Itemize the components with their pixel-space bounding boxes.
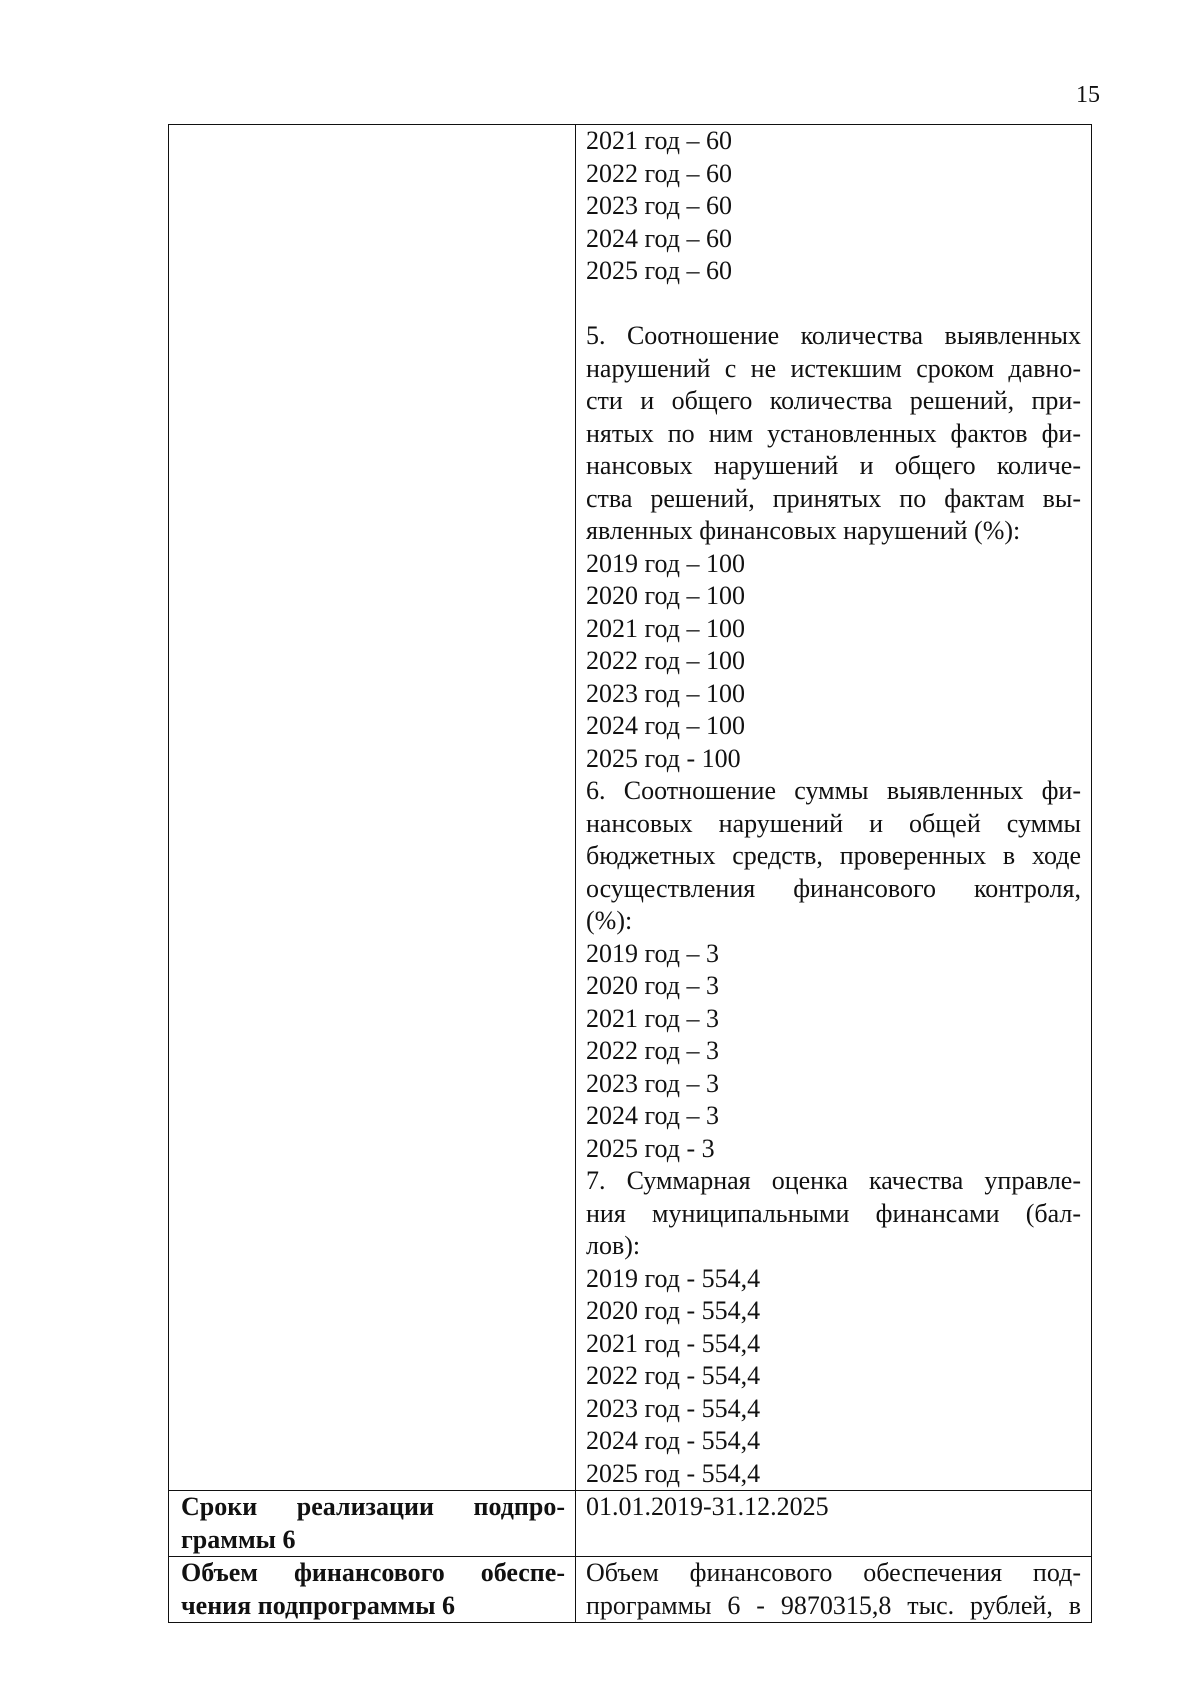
- year-value: 2023 год – 100: [586, 678, 745, 708]
- year-value: 2023 год – 3: [586, 1068, 719, 1098]
- funding-row: [169, 1557, 1092, 1623]
- year-value: 2020 год – 100: [586, 581, 745, 610]
- indicator-text-line: осуществления финансового контроля,: [586, 873, 1081, 903]
- funding-label-line: Объем финансового обеспе-: [181, 1558, 565, 1587]
- indicator-text-line: сти и общего количества решений, при-: [586, 386, 1081, 415]
- year-value: 2022 год – 3: [586, 1036, 719, 1065]
- indicator-text-line: нансовых нарушений и общей суммы: [586, 808, 1081, 838]
- year-value: 2020 год – 3: [586, 971, 719, 1000]
- empty-label-cell: [169, 125, 576, 1491]
- year-value: 2022 год – 100: [586, 646, 745, 675]
- indicators-row: [169, 125, 1092, 1491]
- passport-table: [168, 124, 1092, 1623]
- terms-label-line: граммы 6: [181, 1524, 296, 1554]
- year-value: 2019 год – 100: [586, 548, 745, 578]
- indicator-7: [576, 1165, 1091, 1490]
- year-value: 2020 год - 554,4: [586, 1296, 761, 1325]
- indicator-text-line: 7. Суммарная оценка качества управле-: [586, 1166, 1081, 1195]
- indicator-text-line: нансовых нарушений и общего количе-: [586, 451, 1081, 480]
- year-value: 2021 год – 60: [586, 126, 732, 155]
- funding-value-cell: [576, 1557, 1092, 1623]
- blank-line: [576, 288, 1091, 321]
- funding-value-line: Объем финансового обеспечения под-: [586, 1558, 1081, 1587]
- indicator-text-line: бюджетных средств, проверенных в ходе: [586, 841, 1081, 870]
- funding-value-line: программы 6 - 9870315,8 тыс. рублей, в: [586, 1590, 1081, 1620]
- year-value: 2021 год - 554,4: [586, 1328, 761, 1358]
- year-value: 2022 год - 554,4: [586, 1361, 761, 1390]
- indicator-text-line: 6. Соотношение суммы выявленных фи-: [586, 776, 1081, 805]
- year-value: 2021 год – 100: [586, 613, 745, 643]
- year-value: 2024 год - 554,4: [586, 1426, 761, 1455]
- indicator-prev-years: [576, 125, 1091, 288]
- year-value: 2024 год – 100: [586, 711, 745, 740]
- year-value: 2025 год - 3: [586, 1133, 715, 1163]
- indicator-text-line: 5. Соотношение количества выявленных: [586, 321, 1081, 350]
- terms-row: [169, 1491, 1092, 1557]
- year-value: 2025 год - 100: [586, 743, 741, 773]
- indicator-6: [576, 775, 1091, 1165]
- indicators-cell: [576, 125, 1092, 1491]
- indicator-text-line: ния муниципальными финансами (бал-: [586, 1198, 1081, 1228]
- year-value: 2019 год - 554,4: [586, 1263, 761, 1293]
- year-value: 2025 год - 554,4: [586, 1458, 761, 1488]
- indicator-text-line: (%):: [586, 906, 633, 935]
- year-value: 2024 год – 60: [586, 223, 732, 253]
- indicator-text-line: лов):: [586, 1231, 641, 1260]
- year-value: 2023 год – 60: [586, 191, 732, 220]
- page-number: 15: [1076, 82, 1100, 108]
- funding-label-cell: [169, 1557, 576, 1623]
- indicator-text-line: нарушений с не истекшим сроком давно-: [586, 353, 1081, 383]
- terms-label-line: Сроки реализации подпро-: [181, 1492, 565, 1521]
- terms-label-cell: [169, 1491, 576, 1557]
- year-value: 2021 год – 3: [586, 1003, 719, 1033]
- year-value: 2022 год – 60: [586, 158, 732, 188]
- indicator-text-line: явленных финансовых нарушений (%):: [586, 516, 1021, 545]
- year-value: 2024 год – 3: [586, 1101, 719, 1130]
- indicator-5: [576, 320, 1091, 775]
- indicator-text-line: нятых по ним установленных фактов фи-: [586, 418, 1081, 448]
- terms-value-cell: [576, 1491, 1092, 1557]
- year-value: 2025 год – 60: [586, 256, 732, 285]
- indicator-text-line: ства решений, принятых по фактам вы-: [586, 483, 1081, 513]
- funding-label-line: чения подпрограммы 6: [181, 1590, 456, 1620]
- terms-value: 01.01.2019-31.12.2025: [586, 1492, 829, 1521]
- year-value: 2023 год - 554,4: [586, 1393, 761, 1423]
- year-value: 2019 год – 3: [586, 938, 719, 968]
